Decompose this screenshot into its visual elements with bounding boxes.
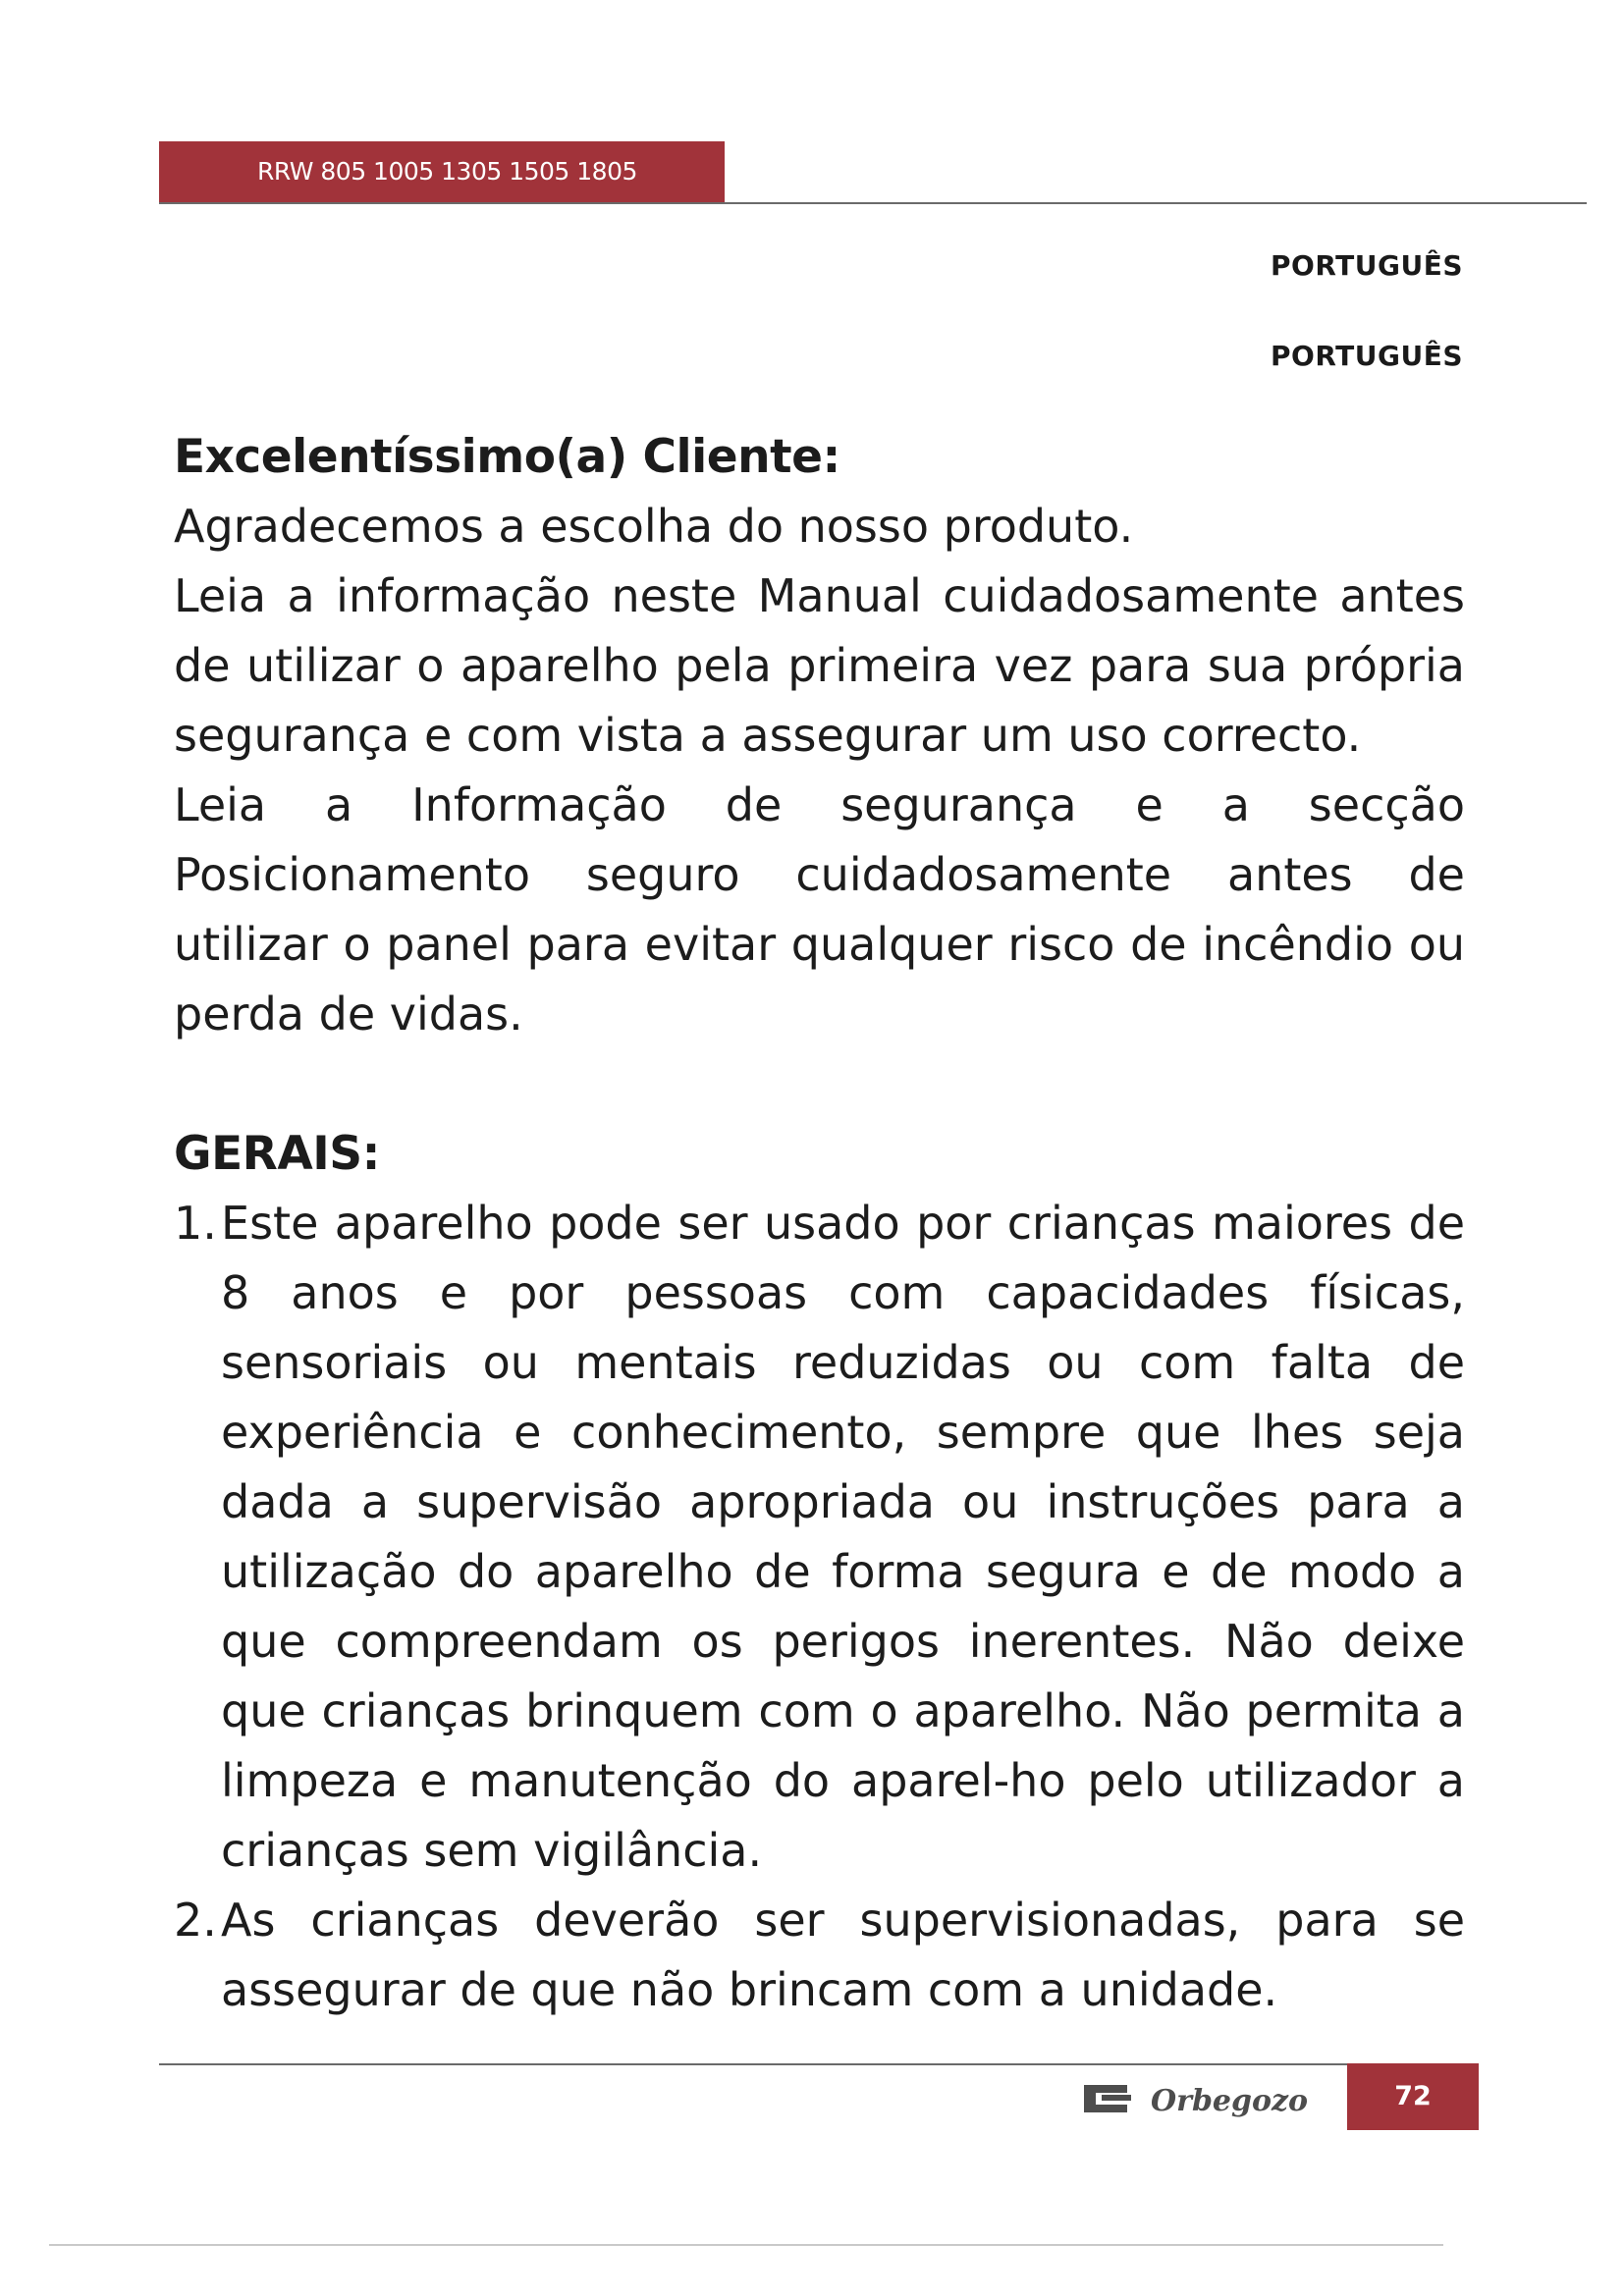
thanks-line: Agradecemos a escolha do nosso produto. <box>174 500 1134 553</box>
list-item-number: 2. <box>174 1894 217 1947</box>
safety-paragraph: Leia a Informação de segurança e a secção Posicionamento seguro cuidadosamente antes de utilizar o panel para evitar qualquer risco de incêndio ou perda de vidas. <box>174 778 1465 1041</box>
page-bottom-line <box>49 2244 1443 2246</box>
intro-paragraph: Leia a informação neste Manual cuidadosamente antes de utilizar o aparelho pela primeira vez para sua própria segurança e com vista a assegurar um uso correcto. <box>174 569 1465 762</box>
list-item <box>174 1886 1465 2025</box>
header-divider <box>159 202 1587 204</box>
list-item-text: As crianças deverão ser supervisionadas, para se assegurar de que não brincam com a unidade. <box>221 1894 1465 2016</box>
model-number-band: RRW 805 1005 1305 1505 1805 <box>159 141 725 202</box>
section-heading: GERAIS: <box>174 1127 380 1181</box>
greeting-heading: Excelentíssimo(a) Cliente: <box>174 430 840 484</box>
page-number: 72 <box>1347 2063 1479 2130</box>
list-item <box>174 1189 1465 1886</box>
svg-text:Orbegozo: Orbegozo <box>1151 2084 1309 2118</box>
language-label: PORTUGUÊS <box>1271 249 1463 282</box>
list-item-number: 1. <box>174 1197 217 1250</box>
general-safety-list <box>174 1189 1465 2025</box>
section-spacer <box>174 1049 1465 1119</box>
list-item-text: Este aparelho pode ser usado por crianças maiores de 8 anos e por pessoas com capacidades físicas, sensoriais ou mentais reduzidas ou com falta de experiência e conhecimento, sempre que lhes seja dada a supervisão apropriada ou instruções para a utilização do aparelho de forma segura e de modo a que compreendam os perigos inerentes. Não deixe que crianças brinquem com o aparelho. Não permita a limpeza e manutenção do aparel-ho pelo utilizador a crianças sem vigilância. <box>221 1197 1465 1877</box>
orbegozo-logo <box>1080 2073 1327 2124</box>
manual-body <box>174 422 1465 2025</box>
language-label-repeat: PORTUGUÊS <box>1271 340 1463 372</box>
footer-divider <box>159 2063 1352 2065</box>
